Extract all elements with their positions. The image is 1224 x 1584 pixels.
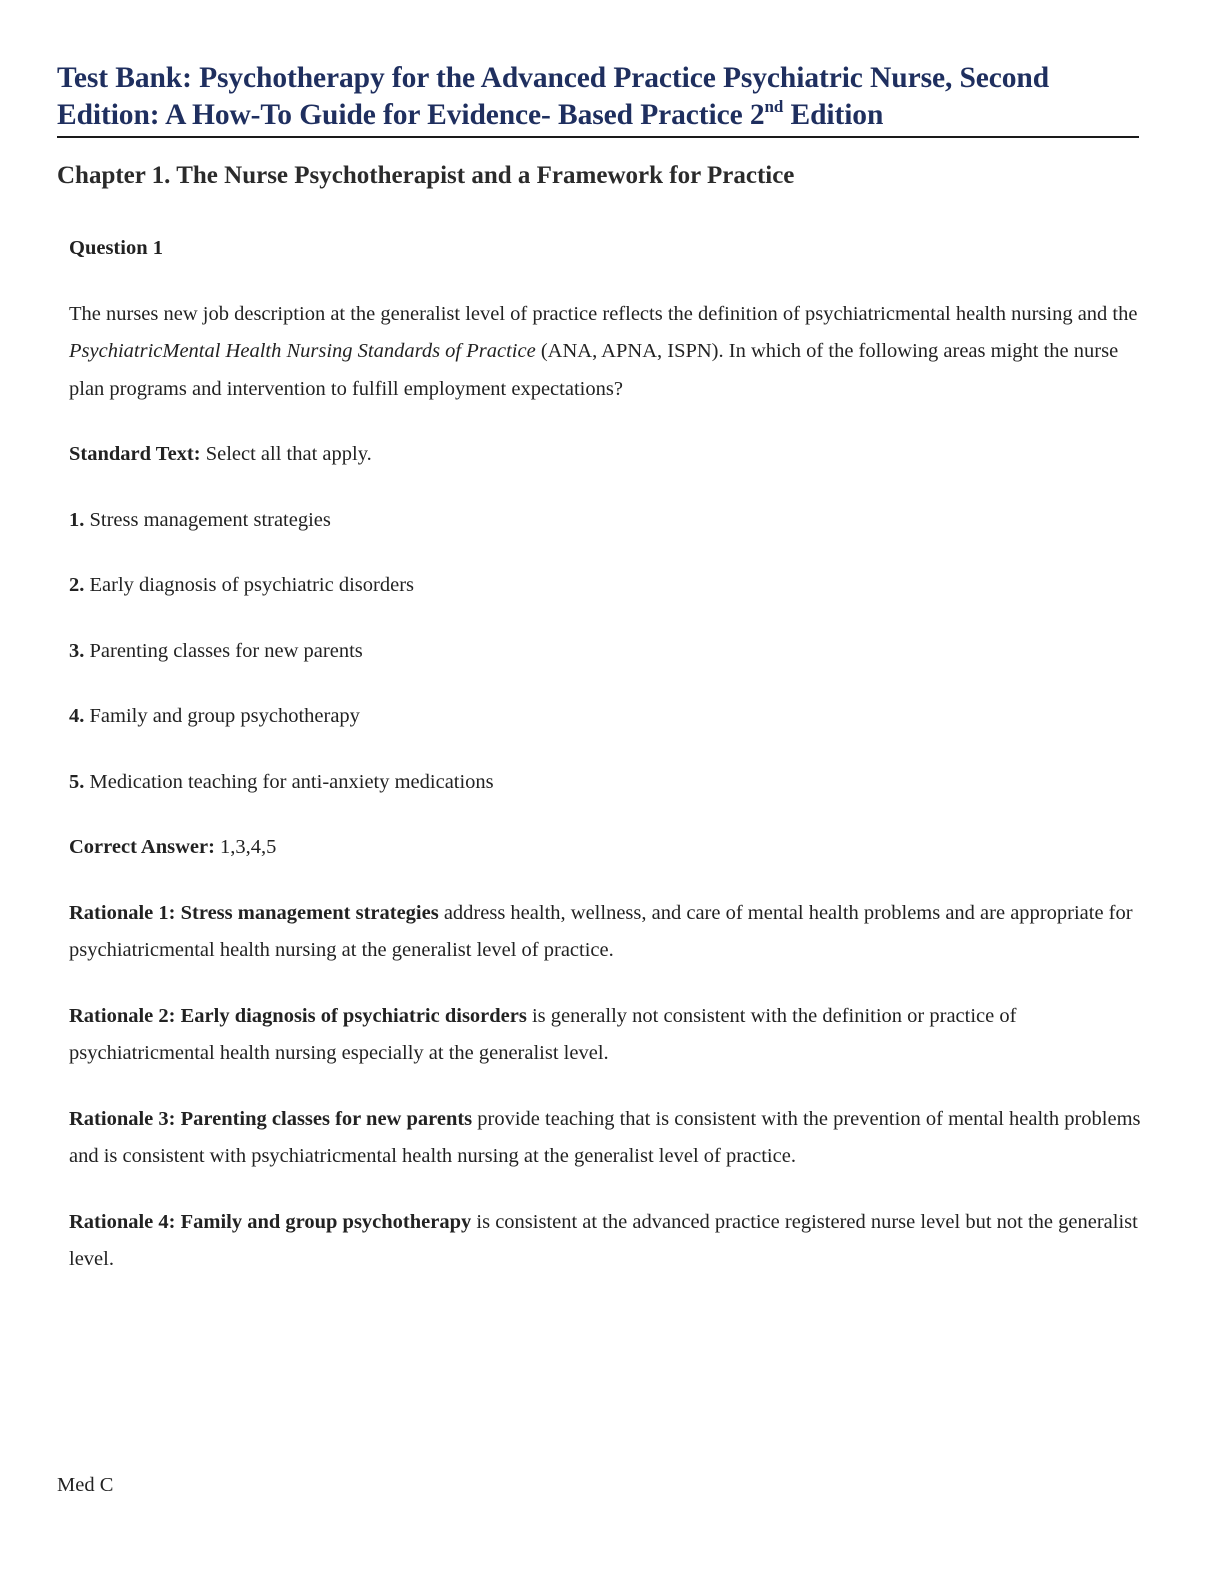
rationale <box>69 895 1144 970</box>
answer-option-number: 3. <box>69 639 85 662</box>
rationale-text: address health, wellness, and care of mental health problems and are appropriate for psychiatricmental health nursing at the generalist level of practice. <box>69 901 1133 961</box>
answer-option <box>69 567 1144 605</box>
title-divider <box>57 136 1139 138</box>
rationale <box>69 998 1144 1073</box>
rationale-text: is generally not consistent with the definition or practice of psychiatricmental health nursing especially at the generalist level. <box>69 1004 1017 1064</box>
answer-option-number: 4. <box>69 705 85 727</box>
rationale-label: Rationale 2: <box>69 1004 176 1027</box>
question-stem-italic: PsychiatricMental Health Nursing Standards of Practice <box>69 340 536 362</box>
page-footer: Med C <box>57 1474 114 1496</box>
answer-option-number: 2. <box>69 574 85 596</box>
rationale-label: Rationale 1: <box>69 901 176 924</box>
answer-option-number: 1. <box>69 508 85 531</box>
answer-option-number: 5. <box>69 770 85 793</box>
standard-text <box>69 436 1144 474</box>
rationale-term: Early diagnosis of psychiatric disorders <box>175 1004 527 1027</box>
answer-option-text: Medication teaching for anti-anxiety medications <box>84 770 494 793</box>
answer-option <box>69 502 1144 540</box>
rationale <box>69 1204 1144 1279</box>
title-tail-text: Edition <box>783 99 884 131</box>
title-main-text: Test Bank: Psychotherapy for the Advanced Practice Psychiatric Nurse, Second Edition: A How-To Guide for Evidence- Based Practice 2 <box>57 62 1050 131</box>
rationale <box>69 1101 1144 1176</box>
answer-option <box>69 633 1144 671</box>
standard-text-value: Select all that apply. <box>200 443 372 465</box>
question-stem-text-before: The nurses new job description at the generalist level of practice reflects the definition of psychiatricmental health nursing and the <box>69 302 1138 325</box>
rationale-term: Family and group psychotherapy <box>175 1210 472 1233</box>
standard-text-label: Standard Text: <box>69 443 201 465</box>
rationale-text: provide teaching that is consistent with the prevention of mental health problems and is consistent with psychiatricmental health nursing at the generalist level of practice. <box>69 1107 1141 1167</box>
title-superscript: nd <box>764 97 784 116</box>
chapter-title: Chapter 1. The Nurse Psychotherapist and a Framework for Practice <box>57 162 795 189</box>
rationale-label: Rationale 3: <box>69 1107 176 1130</box>
correct-answer <box>69 829 1144 867</box>
answer-option-text: Stress management strategies <box>84 508 331 531</box>
rationale-label: Rationale 4: <box>69 1210 176 1233</box>
rationale-term: Parenting classes for new parents <box>175 1107 473 1130</box>
document-title <box>57 60 1147 134</box>
question-content <box>69 230 1144 1307</box>
answer-option-text: Family and group psychotherapy <box>84 705 360 727</box>
answer-option <box>69 764 1144 802</box>
correct-answer-label: Correct Answer: <box>69 836 215 858</box>
question-stem <box>69 296 1144 409</box>
answer-option-text: Early diagnosis of psychiatric disorders <box>84 574 415 596</box>
rationale-text: is consistent at the advanced practice registered nurse level but not the generalist level. <box>69 1210 1138 1270</box>
rationale-term: Stress management strategies <box>175 901 439 924</box>
correct-answer-value: 1,3,4,5 <box>214 836 277 858</box>
answer-option <box>69 698 1144 736</box>
answer-option-text: Parenting classes for new parents <box>84 639 363 662</box>
question-stem-text-after: (ANA, APNA, ISPN). In which of the following areas might the nurse plan programs and intervention to fulfill employment expectations? <box>69 340 1119 400</box>
question-label: Question 1 <box>69 237 163 259</box>
